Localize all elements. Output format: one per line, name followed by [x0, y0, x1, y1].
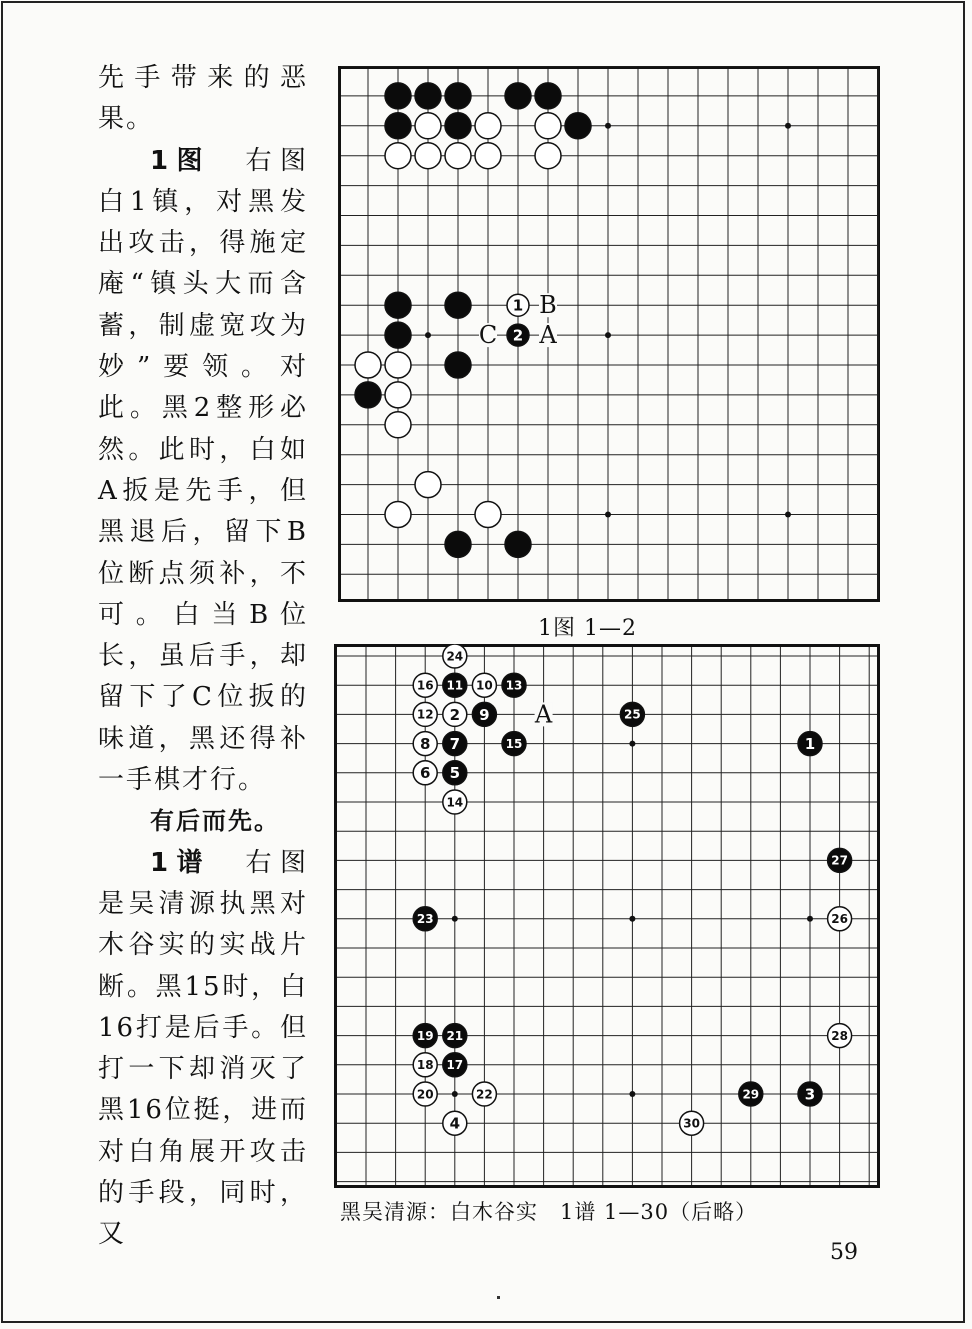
move-number: 29 — [742, 1087, 760, 1102]
white-stone — [415, 472, 441, 498]
black-stone — [445, 83, 471, 109]
white-stone — [535, 113, 561, 139]
white-stone — [475, 113, 501, 139]
white-stone — [385, 412, 411, 438]
move-number: 4 — [449, 1114, 461, 1133]
move-number: 19 — [416, 1028, 434, 1043]
position-letter-B: B — [539, 291, 557, 320]
move-number: 21 — [446, 1028, 464, 1043]
star-point — [629, 741, 635, 747]
move-number: 11 — [446, 678, 464, 693]
move-number: 13 — [505, 678, 523, 693]
black-stone — [355, 382, 381, 408]
white-stone — [385, 352, 411, 378]
figure-1-label: 1图 — [150, 145, 212, 176]
black-stone — [385, 83, 411, 109]
star-point — [452, 916, 458, 922]
star-point — [452, 1091, 458, 1097]
star-point — [785, 123, 791, 129]
figure-1-caption: 1图 1—2 — [538, 616, 637, 641]
star-point — [605, 512, 611, 518]
star-point — [629, 1091, 635, 1097]
move-number: 28 — [831, 1028, 848, 1043]
black-stone — [505, 83, 531, 109]
move-number: 25 — [624, 707, 641, 722]
black-stone — [445, 352, 471, 378]
star-point — [629, 916, 635, 922]
paragraph-record-1 — [98, 843, 308, 1256]
move-number: 22 — [476, 1087, 493, 1102]
black-stone — [445, 292, 471, 318]
black-stone — [415, 83, 441, 109]
move-number: 16 — [416, 678, 434, 693]
move-number: 26 — [831, 912, 848, 927]
position-letter-A: A — [534, 700, 553, 729]
move-number: 27 — [831, 853, 848, 868]
section-heading: 有后而先。 — [150, 807, 280, 836]
black-stone — [385, 292, 411, 318]
white-stone — [355, 352, 381, 378]
move-number: 10 — [476, 678, 493, 693]
white-stone — [475, 143, 501, 169]
figure-1-text: 右图白1镇，对黑发出攻击，得施定庵“镇头大而含蓄，制虚宽攻为妙”要领。对此。黑2整形必然。此时，白如A扳是先手，但黑退后，留下B位断点须补，不可。白当B位长，虽后手，却留下了C位扳的味道，黑还得补一手棋才行。 — [98, 145, 308, 796]
star-point — [605, 332, 611, 338]
white-stone — [385, 143, 411, 169]
move-number: 7 — [449, 735, 461, 753]
move-number: 9 — [479, 705, 490, 724]
move-number: 2 — [512, 326, 524, 345]
black-stone — [385, 113, 411, 139]
move-number: 24 — [446, 649, 464, 664]
black-stone — [505, 531, 531, 557]
move-number: 23 — [416, 912, 434, 927]
paragraph-continuation: 先手带来的恶果。 — [98, 63, 308, 135]
white-stone — [385, 382, 411, 408]
white-stone — [535, 143, 561, 169]
move-number: 2 — [449, 705, 461, 724]
star-point — [425, 332, 431, 338]
record-1-label: 1谱 — [150, 847, 212, 878]
move-number: 14 — [446, 795, 464, 810]
white-stone — [445, 143, 471, 169]
position-letter-C: C — [478, 321, 498, 350]
go-diagram-figure-1 — [338, 66, 880, 602]
go-diagram-record-1 — [334, 644, 880, 1188]
white-stone — [415, 143, 441, 169]
move-number: 3 — [804, 1085, 816, 1104]
move-number: 30 — [683, 1116, 700, 1131]
move-number: 1 — [512, 296, 524, 315]
black-stone — [385, 322, 411, 348]
record-1-text: 右图是吴清源执黑对木谷实的实战片断。黑15时，白16打是后手。但打一下却消灭了黑16位挺，进而对白角展开攻击的手段，同时，又 — [98, 847, 308, 1250]
move-number: 15 — [505, 736, 523, 751]
move-number: 12 — [416, 707, 434, 722]
move-number: 1 — [804, 735, 816, 753]
move-number: 5 — [449, 764, 461, 783]
star-point — [807, 916, 813, 922]
record-1-caption: 黑吴清源：白木谷实 1谱 1—30（后略） — [340, 1200, 758, 1224]
move-number: 6 — [419, 764, 431, 783]
black-stone — [535, 83, 561, 109]
print-speck — [497, 1296, 500, 1299]
move-number: 17 — [446, 1058, 464, 1073]
star-point — [785, 512, 791, 518]
body-text-column — [98, 58, 308, 1256]
page-number: 59 — [830, 1240, 858, 1265]
white-stone — [415, 113, 441, 139]
black-stone — [445, 531, 471, 557]
star-point — [605, 123, 611, 129]
black-stone — [565, 113, 591, 139]
move-number: 8 — [419, 735, 431, 753]
move-number: 18 — [416, 1058, 434, 1073]
position-letter-A: A — [539, 321, 557, 350]
white-stone — [385, 502, 411, 528]
white-stone — [475, 502, 501, 528]
paragraph-figure-1 — [98, 141, 308, 802]
move-number: 20 — [416, 1087, 434, 1102]
black-stone — [445, 113, 471, 139]
